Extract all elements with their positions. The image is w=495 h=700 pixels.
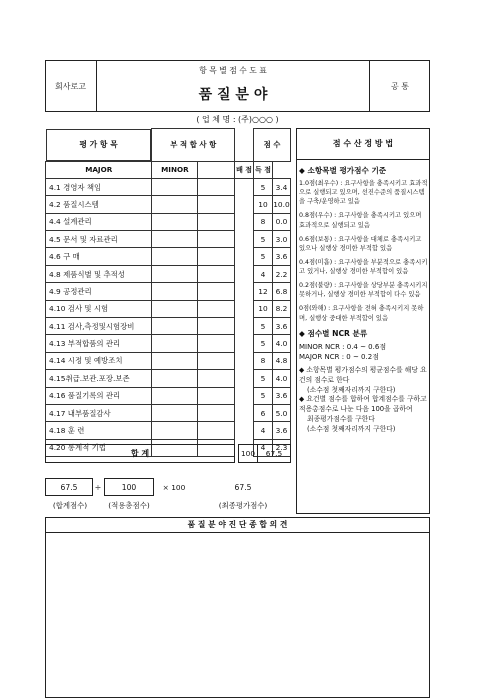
- minor-cell: [198, 196, 235, 213]
- major-cell: [152, 404, 198, 421]
- alloc-cell: 8: [254, 352, 273, 369]
- major-cell: [152, 265, 198, 282]
- score-cell: 3.6: [272, 318, 290, 335]
- item-name: 4.13 부적합품의 관리: [46, 335, 152, 352]
- calc-sum-label: (합계점수): [52, 500, 88, 510]
- major-cell: [152, 231, 198, 248]
- table-row: [46, 370, 291, 387]
- item-name: 4.1 경영자 책임: [46, 178, 152, 195]
- col-minor-header: MINOR: [152, 161, 198, 178]
- method-rule-00: 0점(와해) : 요구사항을 전혀 충족시키지 못하며, 실행상 중대한 부적합이 있음: [299, 305, 424, 322]
- minor-cell: [198, 387, 235, 404]
- logo-cell: [45, 60, 97, 112]
- major-cell: [152, 213, 198, 230]
- summary-box: [45, 517, 430, 698]
- score-cell: 3.6: [272, 422, 290, 439]
- form-subtitle: 항 목 별 점 수 도 표: [199, 65, 267, 75]
- table-row: [46, 178, 291, 195]
- gap-cell: [235, 387, 254, 404]
- gap-cell: [235, 178, 254, 195]
- item-name: 4.5 문서 및 자료관리: [46, 231, 152, 248]
- gap-cell: [235, 422, 254, 439]
- calc-final-label: (최종평가점수): [218, 500, 268, 510]
- gap-cell: [235, 129, 254, 162]
- method-rule-10: 1.0점(최우수) : 요구사항을 충족시키고 효과적으로 실행되고 있으며, 선진수준의 품질시스템을 구축/운영하고 있음: [299, 180, 428, 206]
- gap-cell: [235, 404, 254, 421]
- item-name: 4.15취급.보관.포장.보존: [46, 370, 152, 387]
- col-alloc-header: 배 점: [235, 161, 254, 178]
- score-cell: 3.6: [272, 248, 290, 265]
- table-row: [46, 404, 291, 421]
- method-rule-08: 0.8점(우수) : 요구사항을 충족시키고 있으며 효과적으로 실행되고 있음: [299, 212, 422, 229]
- col-item-header: 평 가 항 목: [46, 129, 152, 161]
- minor-cell: [198, 404, 235, 421]
- major-cell: [152, 422, 198, 439]
- score-cell: 3.0: [272, 231, 290, 248]
- score-cell: 8.2: [272, 300, 290, 317]
- calc-divide-sign: ÷: [94, 482, 102, 492]
- score-cell: 3.4: [272, 178, 290, 195]
- minor-cell: [198, 370, 235, 387]
- gap-cell: [235, 265, 254, 282]
- major-cell: [152, 196, 198, 213]
- major-cell: [152, 283, 198, 300]
- gap-cell: [235, 196, 254, 213]
- table-row: [46, 213, 291, 230]
- alloc-cell: 6: [254, 404, 273, 421]
- common-label: 공 통: [391, 81, 409, 91]
- score-cell: 2.3: [272, 439, 290, 456]
- score-cell: 2.2: [272, 265, 290, 282]
- method-bullet-2-note: (소수점 첫째자리까지 구한다): [307, 424, 396, 433]
- col-nonconf-header: 부 적 합 사 항: [152, 129, 235, 162]
- total-label: 합 계: [45, 444, 235, 463]
- item-name: 4.20 통계적 기법: [46, 439, 152, 456]
- item-name: 4.2 품질시스템: [46, 196, 152, 213]
- minor-cell: [198, 178, 235, 195]
- major-cell: [152, 387, 198, 404]
- calc-sum-value: 67.5: [45, 478, 93, 496]
- score-cell: 4.0: [272, 335, 290, 352]
- gap-cell: [235, 248, 254, 265]
- gap-cell: [235, 335, 254, 352]
- table-row: [46, 387, 291, 404]
- score-cell: 10.0: [272, 196, 290, 213]
- table-row: [46, 335, 291, 352]
- common-cell: [369, 60, 430, 112]
- method-header: 점 수 산 정 방 법: [296, 128, 430, 160]
- item-rows: [46, 178, 291, 456]
- col-get-header: 득 점: [254, 161, 273, 178]
- company-line: ( 업 체 명 : (주)○○○ ): [196, 115, 279, 124]
- minor-cell: [198, 335, 235, 352]
- method-heading-1: ◆ 소항목별 평가점수 기준: [299, 166, 387, 175]
- method-bullet-2-a: 최종평가점수를 구한다: [307, 415, 375, 424]
- minor-cell: [198, 318, 235, 335]
- score-table: [45, 128, 291, 457]
- table-row: [46, 265, 291, 282]
- calc-final-value: 67.5: [234, 482, 252, 492]
- score-cell: 4.0: [272, 370, 290, 387]
- alloc-cell: 5: [254, 178, 273, 195]
- score-cell: 6.8: [272, 283, 290, 300]
- table-row: [46, 196, 291, 213]
- major-cell: [152, 300, 198, 317]
- minor-cell: [198, 213, 235, 230]
- minor-cell: [198, 422, 235, 439]
- summary-title: 품 질 분 야 진 단 종 합 의 견: [45, 517, 430, 533]
- gap-cell: [235, 318, 254, 335]
- minor-cell: [198, 248, 235, 265]
- calc-applied-label: (적용총점수): [108, 500, 150, 510]
- alloc-cell: 4: [254, 422, 273, 439]
- score-cell: 3.6: [272, 387, 290, 404]
- table-row: [46, 422, 291, 439]
- major-cell: [152, 178, 198, 195]
- col-score-header: 점 수: [254, 129, 291, 162]
- logo-label: 회사로고: [55, 81, 86, 91]
- method-bullet-2: ◆ 요건별 점수를 합하여 합계점수를 구하고 적용총점수로 나눈 다음 100을 곱하여: [299, 395, 427, 414]
- minor-cell: [198, 231, 235, 248]
- col-major-header: MAJOR: [46, 161, 152, 178]
- item-name: 4.14 시정 및 예방조치: [46, 352, 152, 369]
- method-rule-04: 0.4점(미흡) : 요구사항을 부분적으로 충족시키고 있거나, 실행상 경미한 부적합이 있음: [299, 258, 428, 275]
- method-bullet-1: ◆ 소항목별 평가점수의 평균점수를 해당 요건의 점수로 한다: [299, 365, 427, 384]
- major-cell: [152, 318, 198, 335]
- table-row: [46, 283, 291, 300]
- alloc-cell: 4: [254, 439, 273, 456]
- item-name: 4.9 공정관리: [46, 283, 152, 300]
- table-row: [46, 231, 291, 248]
- minor-cell: [198, 300, 235, 317]
- alloc-cell: 5: [254, 370, 273, 387]
- alloc-cell: 12: [254, 283, 273, 300]
- alloc-cell: 4: [254, 265, 273, 282]
- alloc-cell: 5: [254, 387, 273, 404]
- item-name: 4.10 검사 및 시험: [46, 300, 152, 317]
- gap-cell: [235, 352, 254, 369]
- alloc-cell: 5: [254, 335, 273, 352]
- calc-times-100: × 100: [162, 482, 186, 492]
- calc-applied-value: 100: [104, 478, 154, 496]
- method-text: [299, 163, 428, 511]
- table-row: [46, 300, 291, 317]
- gap-cell: [198, 161, 235, 178]
- gap-cell: [235, 283, 254, 300]
- item-name: 4.6 구 매: [46, 248, 152, 265]
- minor-cell: [198, 352, 235, 369]
- item-name: 4.16 품질기록의 관리: [46, 387, 152, 404]
- method-rule-06: 0.6점(보통) : 요구사항을 대체로 충족시키고 있으나 실행상 경미한 부적합 있음: [299, 235, 422, 252]
- table-row: [46, 352, 291, 369]
- total-score: 67.5: [257, 444, 291, 463]
- item-name: 4.17 내부품질감사: [46, 404, 152, 421]
- total-alloc: 100: [238, 444, 258, 463]
- score-cell: 5.0: [272, 404, 290, 421]
- ncr-major: MAJOR NCR : 0 ~ 0.2점: [299, 352, 379, 361]
- major-cell: [152, 335, 198, 352]
- alloc-cell: 5: [254, 231, 273, 248]
- alloc-cell: 10: [254, 196, 273, 213]
- table-row: [46, 318, 291, 335]
- alloc-cell: 8: [254, 213, 273, 230]
- form-title: 품 질 분 야: [198, 87, 268, 103]
- method-rule-02: 0.2점(불량) : 요구사항을 상당부분 충족시키지 못하거나, 실행상 경미한 부적합이 다수 있음: [299, 282, 428, 299]
- alloc-cell: 10: [254, 300, 273, 317]
- gap-cell: [235, 231, 254, 248]
- gap-cell: [235, 300, 254, 317]
- table-row: [46, 248, 291, 265]
- method-bullet-1-note: (소수점 첫째자리까지 구한다): [307, 385, 396, 394]
- minor-cell: [198, 283, 235, 300]
- gap-cell: [235, 370, 254, 387]
- item-name: 4.8 제품식별 및 추적성: [46, 265, 152, 282]
- item-name: 4.11 검사,측정및시험장비: [46, 318, 152, 335]
- minor-cell: [198, 265, 235, 282]
- score-cell: 4.8: [272, 352, 290, 369]
- major-cell: [152, 248, 198, 265]
- item-name: 4.18 훈 련: [46, 422, 152, 439]
- ncr-minor: MINOR NCR : 0.4 ~ 0.6점: [299, 342, 387, 351]
- alloc-cell: 5: [254, 248, 273, 265]
- score-cell: 0.0: [272, 213, 290, 230]
- alloc-cell: 5: [254, 318, 273, 335]
- major-cell: [152, 370, 198, 387]
- gap-cell: [235, 213, 254, 230]
- major-cell: [152, 352, 198, 369]
- method-heading-2: ◆ 점수별 NCR 분류: [299, 328, 368, 338]
- item-name: 4.4 설계관리: [46, 213, 152, 230]
